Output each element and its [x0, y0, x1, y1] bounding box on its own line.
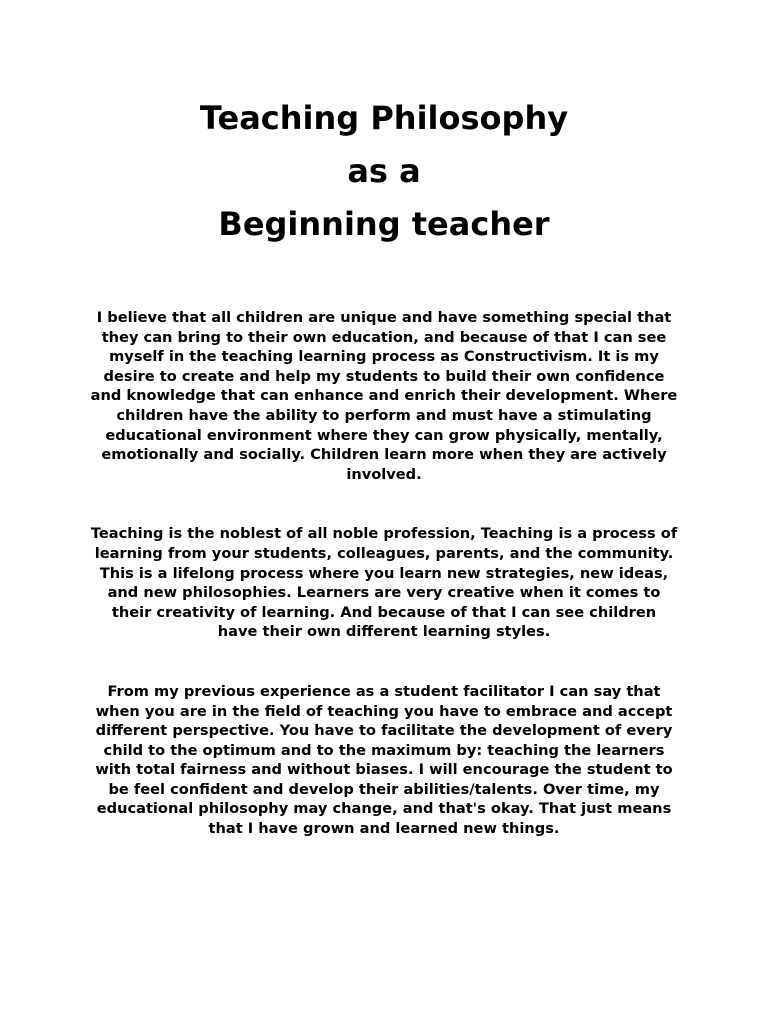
paragraph-experience: From my previous experience as a student facilitator I can say that when you are in the field of teaching you have to embrace and accept different perspective. You have to facilitate the development of every child to the optimum and to the maximum by: teaching the learners with total fairness and without biases. I will encourage the student to be feel confident and develop their abilities/talents. Over time, my educational philosophy may change, and that's okay. That just means that I have grown and learned new things.	[95, 682, 673, 838]
document-title	[90, 0, 678, 251]
title-line-2: as a	[347, 152, 421, 190]
title-line-1: Teaching Philosophy	[199, 99, 569, 137]
paragraph-beliefs: I believe that all children are unique and have something special that they can bring to their own education, and because of that I can see myself in the teaching learning process as Constructivism. It is my desire to create and help my students to build their own confidence and knowledge that can enhance and enrich their development. Where children have the ability to perform and must have a stimulating educational environment where they can grow physically, mentally, emotionally and socially. Children learn more when they are actively involved.	[90, 309, 678, 483]
title-line-3: Beginning teacher	[218, 205, 550, 243]
paragraph-teaching-process: Teaching is the noblest of all noble profession, Teaching is a process of learning from your students, colleagues, parents, and the community. This is a lifelong process where you learn new strategies, new ideas, and new philosophies. Learners are very creative when it comes to their creativity of learning. And because of that I can see children have their own different learning styles.	[90, 525, 678, 641]
